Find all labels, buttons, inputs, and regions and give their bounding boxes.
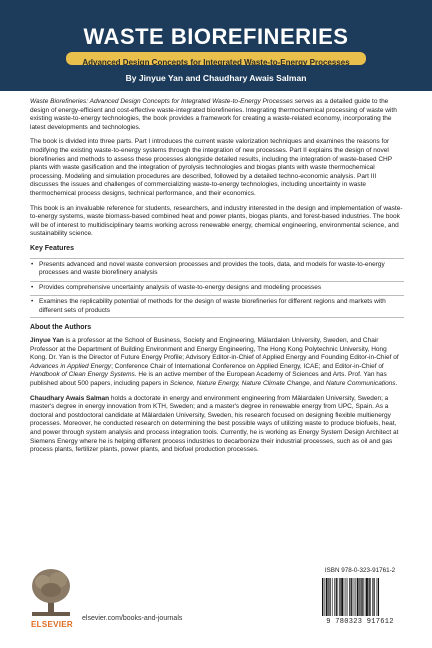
barcode-bar [347, 578, 348, 616]
barcode-icon [318, 576, 402, 618]
book-title-italic: Waste Biorefineries: Advanced Design Concepts for Integrated Waste-to-Energy Processes [30, 98, 293, 105]
publisher-name: ELSEVIER [31, 620, 73, 629]
barcode-bar [351, 578, 352, 616]
bullet-icon: • [31, 260, 34, 268]
feature-text: Presents advanced and novel waste conversion processes and provides the tools, data, and models for waste-to-energy processes and waste biorefinery analysis [39, 260, 385, 277]
feature-item [30, 281, 404, 293]
author-bio-salman [30, 395, 404, 455]
barcode-bar [346, 578, 347, 616]
bullet-icon: • [31, 283, 34, 291]
barcode-bar [360, 578, 361, 616]
book-subtitle: Advanced Design Concepts for Integrated Waste-to-Energy Processes [82, 58, 350, 67]
bio-text: . He is an active member of the European Academy of Sciences and Arts. Prof. Yan has published about 500 papers, including papers in [30, 371, 387, 388]
barcode-bar [354, 578, 355, 616]
author-bio-yan [30, 337, 404, 389]
description-paragraph-1 [30, 98, 404, 132]
book-title: WASTE BIOREFINERIES [83, 24, 349, 49]
barcode-bar [341, 578, 343, 616]
barcode-bar [349, 578, 350, 616]
bio-text: , and [309, 380, 326, 388]
barcode-bar [370, 578, 371, 616]
barcode-bar [329, 578, 330, 616]
bio-text: holds a doctorate in energy and environment engineering from Mälardalen University, Sweden; a master's degree in energy innovation from KTH, Sweden; and a master's degree in renewable energy from UPC, Spain. As a doctoral and postdoctoral candidate at Mälardalen University, Sweden, his research focused on designing flexible multienergy processes. Moreover, he conducted research on determining the best possible ways of utilizing waste to produce biofuels, heat, and power through system analysis and process integration tools. Currently, he is working as Energy System Design Architect at Siemens Energy where he is helping different process industries to decarbonize their industrial processes, such as oil and gas process plants, fertilizer plants, power plants, and biofuel production processes. [30, 394, 399, 454]
barcode-bar [362, 578, 363, 616]
barcode-bar [377, 578, 378, 616]
barcode-bar [328, 578, 329, 616]
barcode-bar [357, 578, 359, 616]
barcode-bar [373, 578, 374, 616]
feature-item [30, 258, 404, 278]
description-paragraph-3: This book is an invaluable reference for students, researchers, and industry interested in the design and implementation of waste-to-energy systems, waste biomass-based combined heat and power plants, biogas plants, and forest-based industries. The book will be of interest to multidisciplinary teams working across renewable energy, chemical engineering, environmental science, and sustainability science. [30, 204, 403, 238]
barcode-bar [326, 578, 328, 616]
bullet-icon: • [31, 298, 34, 306]
key-features-heading: Key Features [30, 244, 74, 252]
isbn-label: ISBN 978-0-323-91761-2 [324, 567, 396, 574]
about-authors-heading: About the Authors [30, 324, 92, 332]
barcode-bar [334, 578, 335, 616]
barcode-bar [324, 578, 325, 616]
bio-text: is a professor at the School of Business, Society and Engineering, Mälardalen University, Sweden, and Chair Professor at the Department of Building Environment and Energy Engineering, The Hong Kong Polytechnic University, Hong Kong. Dr. Yan is the Director of Future Energy Profile; Advisory Editor-in-Chief of Applied Energy and Founding Editor-in-Chief of [30, 337, 399, 362]
journal-name: Science, Nature Energy, Nature Climate Change [169, 380, 310, 388]
barcode-bar [365, 578, 366, 616]
journal-name: Nature Communications [325, 380, 396, 388]
barcode-bar [322, 578, 323, 616]
barcode-bar [369, 578, 370, 616]
authors-line: By Jinyue Yan and Chaudhary Awais Salman [125, 73, 307, 83]
description-paragraph-2: The book is divided into three parts. Part I introduces the current waste valorization techniques and examines the reasons for modifying the existing waste-to-energy systems through the integration of new processes. Part II explains the design of novel biorefineries and methods to assess these processes alongside detailed results, including the integration of waste-based CHP plants with waste gasification and the integration of pyrolysis technologies and biogas plants with waste thermochemical processing. Modeling and simulation procedures are described, followed by a detailed techno-economic analysis. Part III discusses the issues and challenges of commercializing waste-to-energy technologies, including uncertainty in waste thermochemical process designs, technical performance, and their economics. [30, 138, 392, 197]
author-name: Jinyue Yan [30, 337, 64, 345]
barcode-bar [339, 578, 340, 616]
barcode-bar [355, 578, 356, 616]
body-text [30, 98, 404, 461]
barcode-bar [378, 578, 379, 616]
barcode-bar [359, 578, 360, 616]
journal-name: Handbook of Clean Energy Systems [30, 371, 135, 379]
journal-name: Advances in Applied Energy [30, 362, 112, 370]
subtitle-bar [66, 52, 366, 65]
barcode-bar [336, 578, 337, 616]
elsevier-tree-logo [28, 566, 74, 618]
author-name: Chaudhary Awais Salman [30, 394, 110, 402]
barcode-bar [372, 578, 373, 616]
header-band [0, 0, 432, 91]
barcode-number: 9 780323 917612 [326, 618, 394, 626]
barcode-bar [338, 578, 339, 616]
description-text: serves as a detailed guide to the design of energy-efficient and cost-effective waste-integrated biorefineries. Integrating thermochemical processing of waste with existing waste-to-energy technologies, the book provides a framework for creating a waste-related economy, incorporating the latest developments and technologies. [30, 98, 397, 131]
key-features-list [30, 258, 404, 319]
feature-item [30, 295, 404, 318]
feature-text: Provides comprehensive uncertainty analysis of waste-to-energy designs and modeling processes [39, 283, 322, 291]
barcode-bar [366, 578, 368, 616]
bio-text: . [395, 380, 398, 388]
feature-text: Examines the replicability potential of methods for the design of waste biorefineries for different regions and markets with different sets of products [39, 298, 386, 314]
bio-text: ; Conference Chair of International Conference on Applied Energy, ICAE; and Editor-in-Chief of [111, 362, 384, 370]
barcode-bar [332, 578, 333, 616]
barcode-bar [344, 578, 345, 616]
publisher-url[interactable]: elsevier.com/books-and-journals [82, 615, 183, 622]
